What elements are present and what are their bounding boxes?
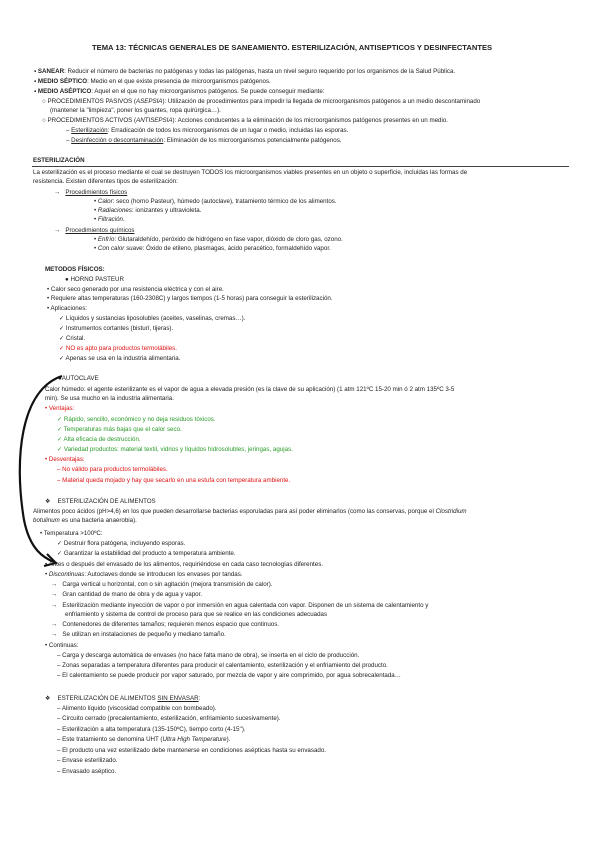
disc-2-text: Gran cantidad de mano de obra y de agua y vapor. — [62, 591, 203, 598]
desventaja-2: – Material queda mojado y hay que secarlo en una estufa con temperatura ambiente. — [57, 477, 291, 484]
section-divider — [32, 166, 569, 167]
horno-l2: • Requiere altas temperaturas (160-2308C) y largos tiempos (1-5 horas) para conseguir la esterilización. — [47, 295, 333, 302]
desinfeccion-def: – Desinfección o descontaminación: Eliminación de los microorganismos potencialmente patógenos. — [66, 137, 342, 144]
calor-label: Calor — [97, 198, 113, 205]
enfrio-line: • Enfrío: Glutaraldehído, peróxido de hidrógeno en fase vapor, dióxido de cloro gas, ozono. — [94, 236, 343, 243]
alimentos-p1 — [33, 508, 467, 516]
disc-3 — [51, 602, 428, 610]
sinenvasar-heading-b: SIN ENVASAR — [157, 695, 199, 702]
botulinum-text: botulinum — [33, 517, 60, 524]
calor-text: : seco (horno Pasteur), húmedo (autoclave), tratamiento térmico de los alimentos. — [112, 198, 337, 205]
arrow-right-icon: → — [54, 189, 61, 196]
sin-7: – Envasado aséptico. — [57, 768, 117, 775]
diamond-bullet-icon: ❖ — [45, 695, 51, 702]
disc-2 — [51, 591, 202, 599]
discontinuas-label: • Discontinuas — [45, 571, 85, 578]
esterilizacion-para2: resistencia. Existen diferentes tipos de esterilización: — [33, 178, 178, 185]
sin-1: – Alimento líquido (viscosidad compatible con bombeado). — [57, 705, 217, 712]
filtracion-text: . — [123, 216, 125, 223]
activos-line: ○ PROCEDIMIENTOS ACTIVOS (ANTISEPSIA): Acciones conducentes a la eliminación de los microorganismos patógenos presentes en un medio. — [42, 117, 449, 124]
arrow-right-icon: → — [54, 227, 61, 234]
horno-c2: ✓ Instrumentos cortantes (bisturí, tijeras). — [59, 325, 174, 332]
esterilizacion-def: – Esterilización: Erradicación de todos los microorganismos de un lugar o medio, incluidas las esporas. — [66, 127, 349, 134]
autoclave-label: AUTOCLAVE — [61, 375, 99, 382]
horno-heading: ● HORNO PASTEUR — [65, 276, 124, 283]
page-title: TEMA 13: TÉCNICAS GENERALES DE SANEAMIENTO. ESTERILIZACIÓN, ANTISEPTICOS Y DESINFECTANTES — [92, 43, 493, 52]
horno-l3: • Aplicaciones: — [47, 305, 88, 312]
sinenvasar-heading-a: ESTERILIZACIÓN DE ALIMENTOS — [57, 695, 158, 702]
temp-heading: • Temperatura >100ºC: — [40, 530, 103, 537]
autoclave-a2: min). Se usa mucho en la industria alimentaria. — [45, 395, 174, 402]
ventajas-heading: • Ventajas: — [45, 405, 75, 412]
aseptico-label: MEDIO ASÉPTICO — [37, 88, 92, 95]
pasivos-italic: ASEPSIA — [135, 98, 163, 105]
activos-text: ): Acciones conducentes a la eliminación de los microorganismos patógenos presentes en un medio. — [172, 117, 449, 124]
sinenvasar-heading — [45, 695, 200, 703]
disc-5 — [51, 631, 226, 639]
horno-c4-text: ✓ NO es apto para productos termolábiles. — [59, 345, 177, 352]
disc-1 — [51, 581, 273, 589]
pasivos-line: ○ PROCEDIMIENTOS PASIVOS (ASEPSIA): Utilización de procedimientos para impedir la llegada de microorganismos patógenos a un medio descontaminado — [42, 98, 481, 105]
sin-2: – Circuito cerrado (precalentamiento, esterilización, enfriamiento sucesivamente). — [57, 715, 281, 722]
activos-italic: ANTISEPSIA — [136, 117, 173, 124]
alimentos-p1-text: Alimentos poco ácidos (pH>4,6) en los que pueden desarrollarse bacterias esporuladas para así poder eliminarlos (como las conservas, porque el — [33, 508, 436, 515]
desinfeccion-def-text: : Eliminación de los microorganismos potencialmente patógenos. — [163, 137, 342, 144]
discontinuas-line — [45, 571, 243, 579]
enfrio-label: Enfrío — [97, 236, 115, 243]
aseptico-text: : Aquel en el que no hay microorganismos patógenos. Se puede conseguir mediante: — [91, 88, 325, 95]
radiaciones-line: • Radiaciones: ionizantes y ultravioleta. — [94, 207, 202, 214]
filtracion-label: Filtración — [97, 216, 123, 223]
alimentos-p2-text: es una bacteria anaerobia). — [59, 517, 137, 524]
horno-label: HORNO PASTEUR — [70, 276, 124, 283]
enfrio-text: : Glutaraldehído, peróxido de hidrógeno en fase vapor, dióxido de cloro gas, ozono. — [114, 236, 343, 243]
pasivos-text: ): Utilización de procedimientos para impedir la llegada de microorganismos patógenos a un medio descontaminado — [162, 98, 481, 105]
disc-3-text: Esterilización mediante inyección de vapor o por inmersión en agua calentada con vapor. Disponen de un sistema de calentamiento y — [62, 602, 429, 609]
fisicos-label: Procedimientos físicos — [65, 189, 128, 196]
esterilizacion-para1: La esterilización es el proceso mediante el cual se destruyen TODOS los microorganismos viables presentes en un objeto o superficie, incluidas las formas de — [33, 169, 468, 176]
continuas-heading: • Continuas: — [45, 642, 79, 649]
pasivos-line2: (mantener la "limpieza", poner los guantes, ropa quirúrgica…). — [50, 107, 221, 114]
quimicos-line — [54, 227, 134, 235]
horno-c3: ✓ Cristal. — [59, 335, 86, 342]
desventajas-heading: • Desventajas: — [45, 456, 85, 463]
arrow-right-icon: → — [51, 591, 58, 598]
filtracion-line: • Filtración. — [94, 216, 125, 223]
metodos-heading: METODOS FÍSICOS: — [45, 266, 105, 273]
sanear-text: : Reducir el número de bacterias no patógenas y todas las patógenas, hasta un nivel seguro requerido por los organismos de la Salud Pública. — [64, 68, 456, 75]
antes-line: • Antes o después del envasado de los alimentos, requiriéndose en cada caso tecnologías diferentes. — [45, 561, 324, 568]
sin-4-a: – Este tratamiento se denomina UHT ( — [57, 736, 163, 743]
horno-c4 — [59, 345, 177, 353]
sin-5: – El producto una vez esterilizado debe mantenerse en condiciones asépticas hasta su envasado. — [57, 747, 326, 754]
septico-label: MEDIO SÉPTICO — [37, 78, 88, 85]
fisicos-line — [54, 189, 127, 197]
suave-text: : Óxido de etileno, plasmagas, ácido peracético, formaldehído vapor. — [142, 245, 331, 252]
disc-3b: enfriamiento y sistema de control de proceso para que se realice en las condiciones adecuadas — [65, 611, 328, 618]
sinenvasar-heading-c: : — [198, 695, 201, 702]
septico-text: : Medio en el que existe presencia de microorganismos patógenos. — [87, 78, 271, 85]
ventaja-2: ✓ Temperaturas más bajas que el calor seco. — [57, 426, 182, 433]
disc-5-text: Se utilizan en instalaciones de pequeño y mediano tamaño. — [62, 631, 226, 638]
arrow-right-icon: → — [51, 621, 58, 628]
sin-3: – Esterilización a alta temperatura (135-150ºC), tiempo corto (4-15''). — [57, 726, 246, 733]
disc-4 — [51, 621, 279, 629]
arrow-right-icon: → — [51, 631, 58, 638]
arrow-right-icon: → — [51, 602, 58, 609]
disc-4-text: Contenedores de diferentes tamaños; requieren menos espacio que continuos. — [62, 621, 280, 628]
aseptico-line: ▪ MEDIO ASÉPTICO: Aquel en el que no hay microorganismos patógenos. Se puede conseguir mediante: — [34, 88, 325, 95]
quimicos-label: Procedimientos químicos — [65, 227, 135, 234]
activos-label: PROCEDIMIENTOS ACTIVOS ( — [47, 117, 137, 124]
pasivos-label: PROCEDIMIENTOS PASIVOS ( — [47, 98, 136, 105]
sin-4-b: ). — [226, 736, 231, 743]
suave-line: • Con calor suave: Óxido de etileno, plasmagas, ácido peracético, formaldehído vapor. — [94, 245, 331, 252]
arrow-right-icon: → — [51, 581, 58, 588]
temp-1: ✓ Destruir flora patógena, incluyendo esporas. — [57, 540, 186, 547]
cont-1: – Carga y descarga automática de envases (no hace falta mano de obra), se inserta en el ciclo de producción. — [57, 652, 360, 659]
ventaja-3: ✓ Alta eficacia de destrucción. — [57, 436, 141, 443]
sin-4 — [57, 736, 230, 744]
septico-line: ▪ MEDIO SÉPTICO: Medio en el que existe presencia de microorganismos patógenos. — [34, 78, 271, 85]
autoclave-heading: ●AUTOCLAVE — [58, 375, 99, 382]
alimentos-heading — [45, 498, 156, 506]
ventaja-1: ✓ Rápido, sencillo, económico y no deja residuos tóxicos. — [57, 416, 216, 423]
radiaciones-text: : ionizantes y ultravioleta. — [131, 207, 202, 214]
disc-1-text: Carga vertical u horizontal, con o sin agitación (mejora transmisión de calor). — [62, 581, 273, 588]
esterilizacion-term: Esterilización — [71, 127, 108, 134]
horno-c1: ✓ Líquidos y sustancias liposolubles (aceites, vaselinas, cremas…). — [59, 315, 246, 322]
radiaciones-label: Radiaciones — [97, 207, 132, 214]
horno-c5: ✓ Apenas se usa en la industria alimentaria. — [59, 355, 181, 362]
alimentos-heading-text: ESTERILIZACIÓN DE ALIMENTOS — [57, 498, 156, 505]
desventaja-1: – No válido para productos termolábiles. — [57, 466, 168, 473]
temp-2: ✓ Garantizar la estabilidad del producto a temperatura ambiente. — [57, 550, 236, 557]
discontinuas-text: : Autoclaves donde se introducen los envases por tandas. — [84, 571, 243, 578]
suave-label: Con calor suave — [97, 245, 143, 252]
sanear-label: SANEAR — [37, 68, 65, 75]
alimentos-p2 — [33, 517, 137, 525]
section-heading-esterilizacion: ESTERILIZACIÓN — [33, 157, 85, 164]
sin-4-italic: Ultra High Temperature — [162, 736, 227, 743]
esterilizacion-def-text: : Erradicación de todos los microorganismos de un lugar o medio, incluidas las esporas. — [107, 127, 349, 134]
clostridium-text: Clostridium — [435, 508, 467, 515]
sanear-line: ▪ SANEAR: Reducir el número de bacterias no patógenas y todas las patógenas, hasta un nivel seguro requerido por los organismos de la Salud Pública. — [34, 68, 456, 75]
autoclave-a1: Calor húmedo: el agente esterilizante es el vapor de agua a elevada presión (es la clave de su aplicación) (1 atm 121ºC 15-20 min ó 2 atm 135ºC 3-5 — [45, 386, 455, 393]
cont-3: – El calentamiento se puede producir por vapor saturado, por mezcla de vapor y aire comprimido, por agua sobrecalentada… — [57, 672, 401, 679]
diamond-bullet-icon: ❖ — [45, 498, 51, 505]
calor-line: • Calor: seco (horno Pasteur), húmedo (autoclave), tratamiento térmico de los alimentos. — [94, 198, 337, 205]
ventaja-4: ✓ Variedad productos: material textil, vidrios y líquidos hidrosolubles, jeringas, agujas. — [57, 446, 293, 453]
horno-l1: • Calor seco generado por una resistencia eléctrica y con el aire. — [47, 286, 224, 293]
desinfeccion-term: Desinfección o descontaminación — [71, 137, 164, 144]
sin-6: – Envase esterilizado. — [57, 757, 118, 764]
cont-2: – Zonas separadas a temperatura diferentes para producir el calentamiento, esterilización y el enfriamiento del producto. — [57, 662, 388, 669]
